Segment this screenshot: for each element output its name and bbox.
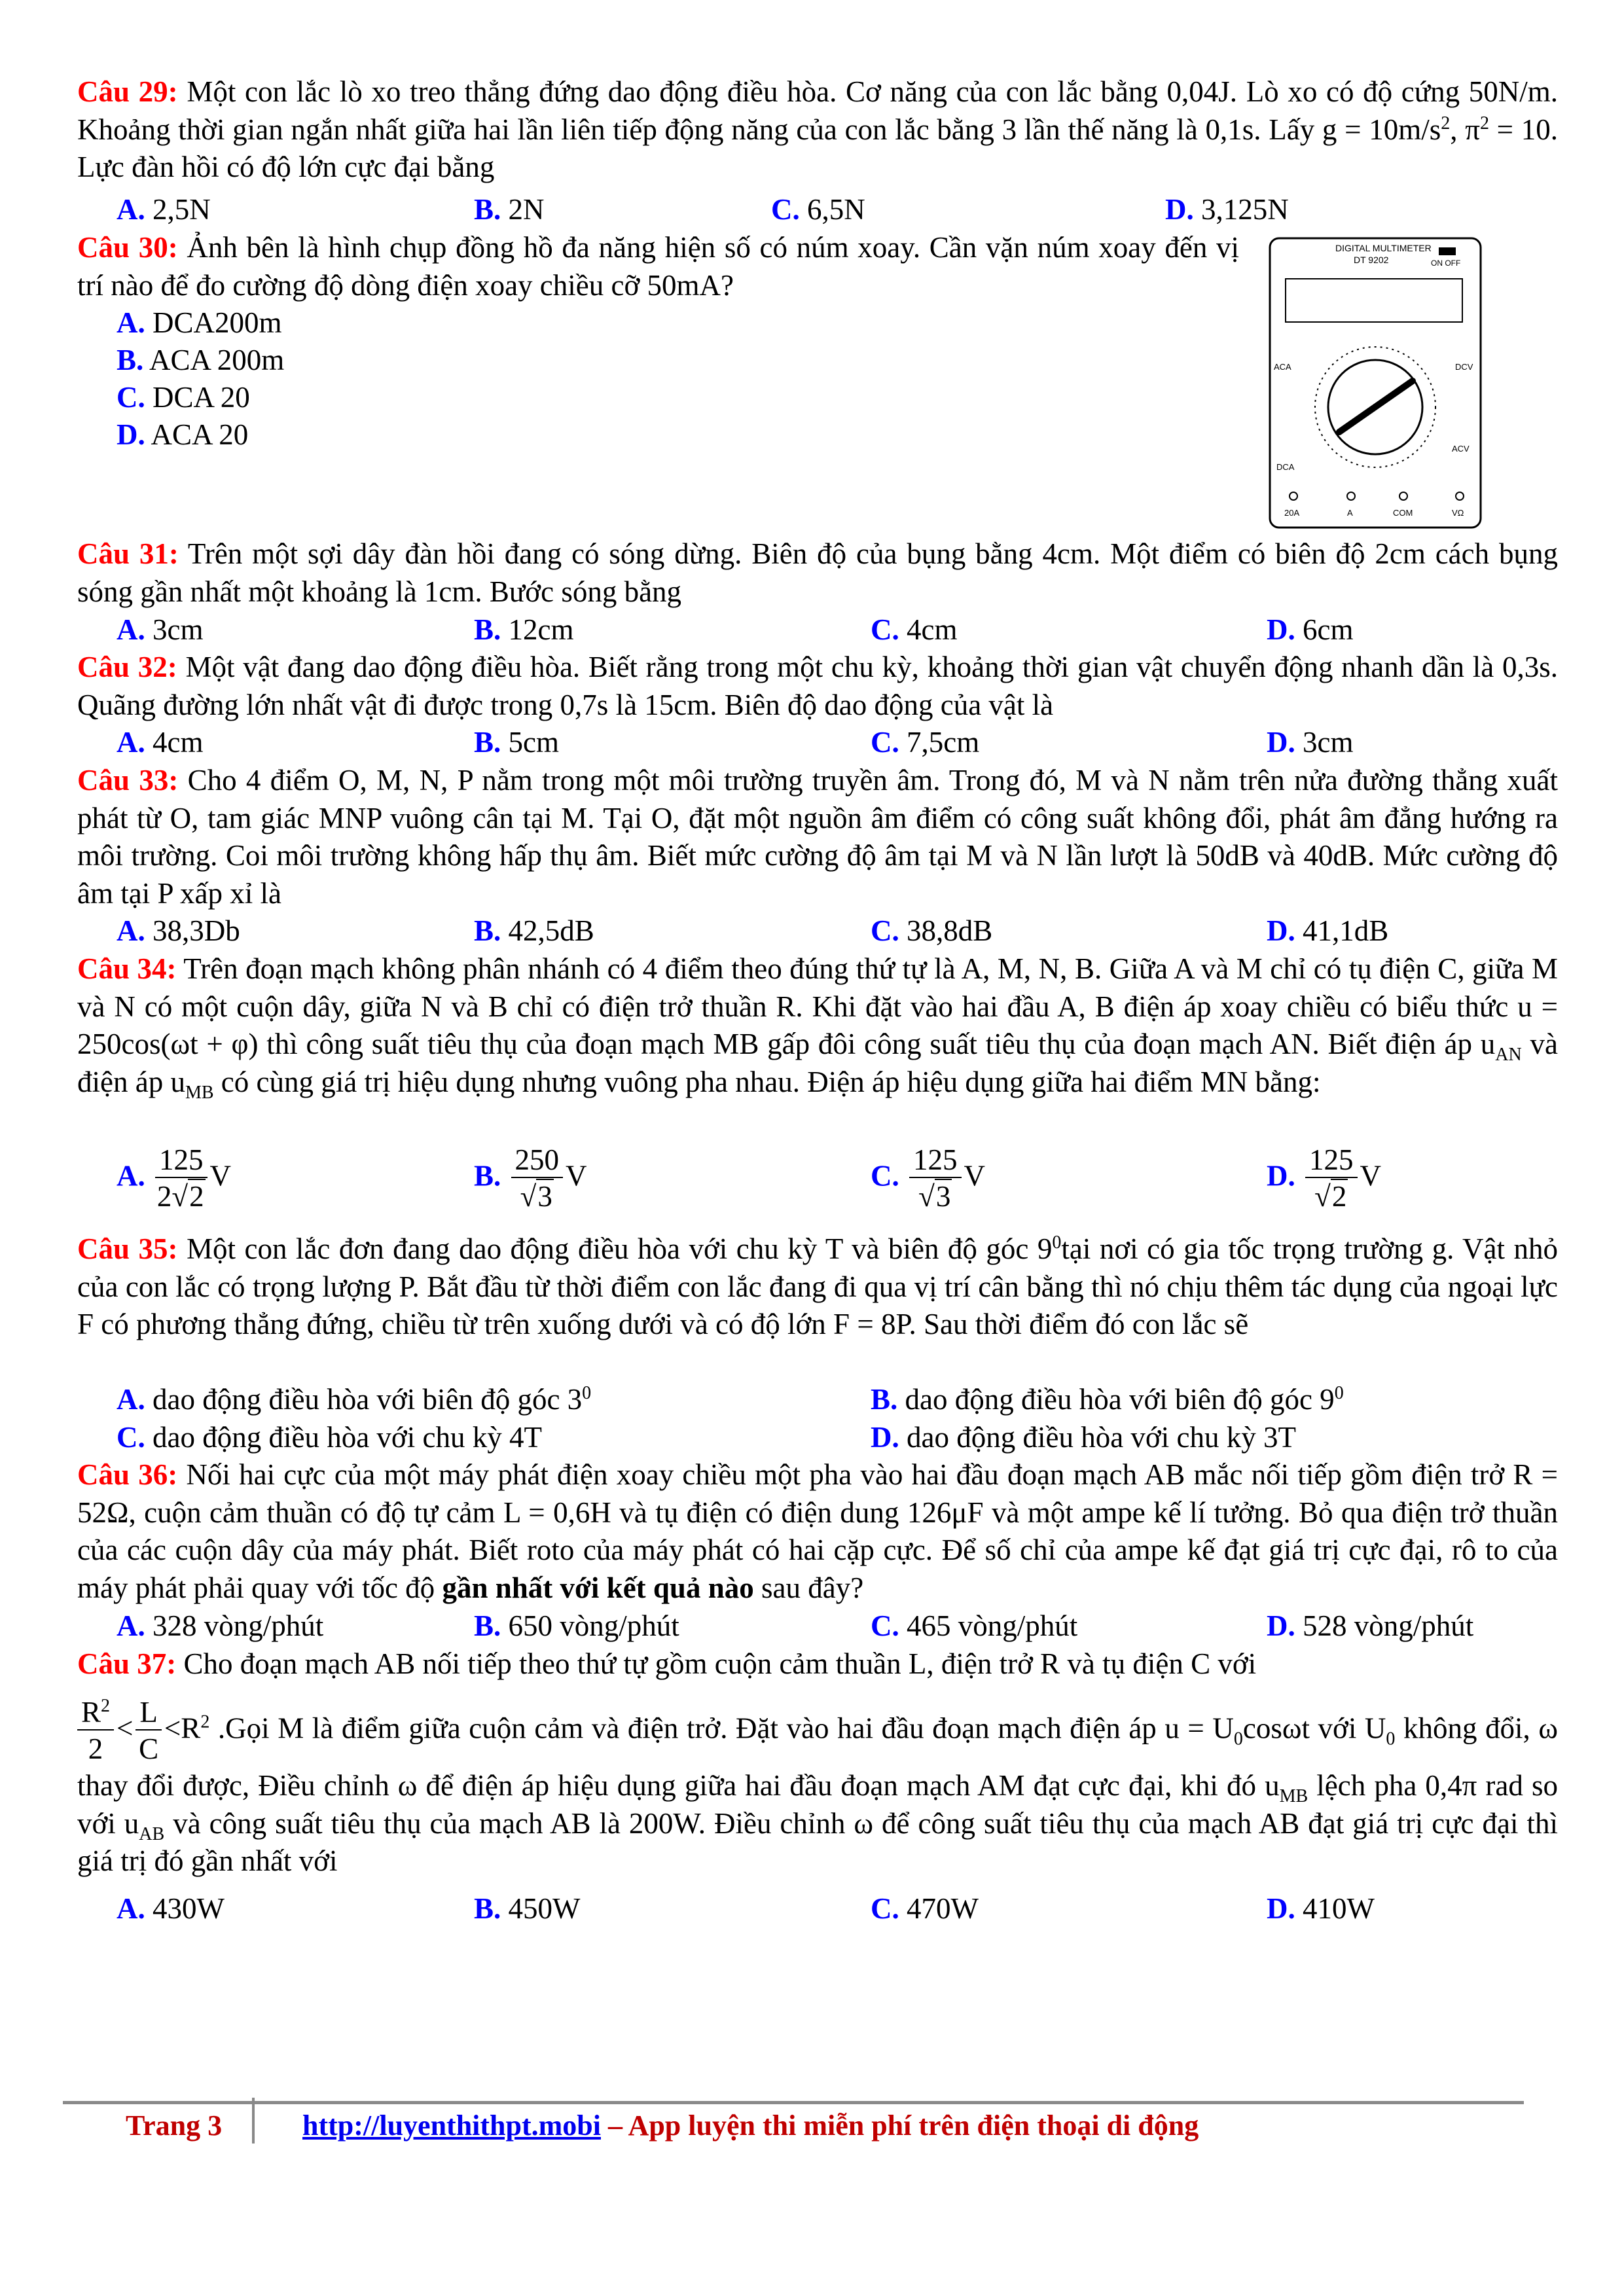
fraction: $\frac{250}{√3}$ <box>511 1143 564 1215</box>
jack-label: A <box>1347 508 1353 518</box>
fraction: $\frac{125}{2√2}$ <box>155 1143 208 1215</box>
option-b[interactable] <box>117 342 284 380</box>
question-34 <box>77 950 1558 1101</box>
option-text: ACA 20 <box>145 418 249 451</box>
option-letter: A. <box>117 306 145 339</box>
option-b[interactable] <box>474 724 559 762</box>
option-text: 4cm <box>899 613 958 646</box>
page-number: Trang 3 <box>126 2109 223 2142</box>
question-text: Cho đoạn mạch AB nối tiếp theo thứ tự gồm cuộn cảm thuần L, điện trở R và tụ điện C với <box>176 1647 1257 1680</box>
question-text: cosωt với U <box>1242 1712 1386 1745</box>
option-d[interactable] <box>1165 191 1289 229</box>
option-letter: D. <box>1165 193 1194 226</box>
superscript: 2 <box>1479 113 1489 134</box>
option-text: ACA 200m <box>143 344 285 376</box>
question-text: không đổi, ω thay đổi được, Điều chỉnh ω để điện áp hiệu dụng giữa hai đầu đoạn mạch AM đạt cực đại, khi đó u <box>77 1712 1558 1802</box>
jack-label: 20A <box>1284 508 1300 518</box>
option-text: dao động điều hòa với chu kỳ 4T <box>145 1421 542 1454</box>
option-b[interactable] <box>871 1381 1344 1419</box>
question-text: Một vật đang dao động điều hòa. Biết rằng trong một chu kỳ, khoảng thời gian vật chuyển động nhanh dần là 0,3s. Quãng đường lớn nhất vật đi được trong 0,7s là 15cm. Biên độ dao động của vật là <box>77 651 1558 721</box>
option-letter: D. <box>871 1421 899 1454</box>
fraction-numerator: 125 <box>909 1143 962 1178</box>
option-letter: A. <box>117 1892 145 1925</box>
option-text: 5cm <box>501 726 559 759</box>
option-letter: C. <box>871 726 899 759</box>
option-letter: C. <box>871 613 899 646</box>
onoff-label: ON OFF <box>1431 259 1461 268</box>
jack-label: COM <box>1393 508 1413 518</box>
option-letter: C. <box>117 381 145 414</box>
option-a[interactable] <box>117 304 282 342</box>
option-d[interactable] <box>117 416 248 454</box>
fraction: $\frac{125}{√3}$ <box>909 1143 962 1215</box>
option-text: 528 vòng/phút <box>1295 1609 1474 1642</box>
option-text: DCA200m <box>145 306 282 339</box>
option-c[interactable] <box>117 379 250 417</box>
option-letter: C. <box>771 193 800 226</box>
question-text: = 10. Lực đàn hồi có độ lớn cực đại bằng <box>77 113 1558 183</box>
superscript: 2 <box>1441 113 1451 134</box>
option-b[interactable] <box>474 912 594 950</box>
option-letter: B. <box>474 1892 501 1925</box>
option-text: 6,5N <box>799 193 865 226</box>
option-a[interactable] <box>117 724 203 762</box>
footer-tagline: – App luyện thi miễn phí trên điện thoại di động <box>600 2109 1199 2142</box>
question-29 <box>77 73 1558 187</box>
option-a[interactable] <box>117 611 203 649</box>
question-label: Câu 32: <box>77 651 177 683</box>
question-label: Câu 37: <box>77 1647 177 1680</box>
fraction-numerator: 125 <box>155 1143 208 1178</box>
option-letter: B. <box>474 914 501 947</box>
fraction-numerator: 125 <box>1305 1143 1358 1178</box>
option-letter: B. <box>474 1159 501 1193</box>
option-b[interactable] <box>474 611 574 649</box>
subscript: AN <box>1495 1045 1522 1065</box>
option-c[interactable] <box>771 191 865 229</box>
option-text: 450W <box>501 1892 581 1925</box>
fraction-coefficient: 2 <box>156 1180 172 1213</box>
question-text: lệch pha 0,4π rad so với u <box>77 1769 1558 1840</box>
option-a[interactable] <box>117 1381 591 1419</box>
option-text: dao động điều hòa với biên độ góc 9 <box>897 1383 1335 1416</box>
question-31 <box>77 535 1558 611</box>
option-text: 7,5cm <box>899 726 980 759</box>
question-text: và điện áp u <box>77 1028 1558 1098</box>
subscript: 0 <box>1386 1729 1396 1749</box>
option-letter: A. <box>117 193 145 226</box>
option-letter: A. <box>117 613 145 646</box>
question-text: và công suất tiêu thụ của mạch AB là 200W. Điều chỉnh ω để công suất tiêu thụ của mạch AB đạt giá trị cực đại thì giá trị đó gần nhất với <box>77 1806 1558 1877</box>
option-text: 12cm <box>501 613 574 646</box>
multimeter-image <box>1267 236 1483 530</box>
option-text: 650 vòng/phút <box>501 1609 679 1642</box>
jack-label: VΩ <box>1452 508 1464 518</box>
question-30 <box>77 229 1239 304</box>
unit: V <box>1360 1159 1381 1193</box>
option-text: 2N <box>501 193 545 226</box>
option-letter: A. <box>117 1609 145 1642</box>
fraction-numerator: L <box>135 1695 162 1731</box>
option-letter: B. <box>474 613 501 646</box>
option-d[interactable] <box>1267 611 1353 649</box>
radicand: 3 <box>537 1180 552 1213</box>
option-letter: D. <box>1267 1892 1295 1925</box>
option-text: 38,8dB <box>899 914 993 947</box>
option-text: 328 vòng/phút <box>145 1609 324 1642</box>
option-text: 430W <box>145 1892 225 1925</box>
variable-r: R <box>181 1712 201 1745</box>
option-d[interactable] <box>1267 1607 1473 1645</box>
power-switch[interactable] <box>1439 247 1456 255</box>
question-text: Trên đoạn mạch không phân nhánh có 4 điểm theo đúng thứ tự là A, M, N, B. Giữa A và M chỉ có tụ điện C, giữa M và N có một cuộn dây, giữa N và B chỉ có điện trở thuần R. Khi đặt vào hai đầu A, B điện áp xoay chiều có biểu thức u = 250cos(ωt + φ) thì công suất tiêu thụ của đoạn mạch MB gấp đôi công suất tiêu thụ của đoạn mạch AN. Biết điện áp u <box>77 952 1559 1060</box>
option-text: 38,3Db <box>145 914 240 947</box>
option-text: 41,1dB <box>1295 914 1389 947</box>
question-text: Một con lắc đơn đang dao động điều hòa với chu kỳ T và biên độ góc 9 <box>177 1232 1053 1265</box>
superscript: 0 <box>1052 1232 1062 1253</box>
question-text: có cùng giá trị hiệu dụng nhưng vuông pha nhau. Điện áp hiệu dụng giữa hai điểm MN bằng: <box>213 1065 1321 1098</box>
question-text: Nối hai cực của một máy phát điện xoay chiều một pha vào hai đầu đoạn mạch AB mắc nối tiếp gồm điện trở R = 52Ω, cuộn cảm thuần có độ tự cảm L = 0,6H và tụ điện có điện dung 126μF và một ampe kế lí tưởng. Bỏ qua điện trở thuần của các cuộn dây của máy phát. Biết roto của máy phát có hai cặp cực. Để số chỉ của ampe kế đạt giá trị cực đại, rô to của máy phát phải quay với tốc độ <box>77 1458 1559 1604</box>
option-letter: C. <box>871 1159 899 1193</box>
option-letter: C. <box>117 1421 145 1454</box>
option-a[interactable] <box>117 1890 225 1928</box>
superscript: 2 <box>200 1712 210 1732</box>
option-a[interactable] <box>117 1607 323 1645</box>
option-letter: B. <box>474 1609 501 1642</box>
option-letter: A. <box>117 726 145 759</box>
subscript: 0 <box>1233 1729 1243 1749</box>
unit: V <box>566 1159 587 1193</box>
unit: V <box>209 1159 231 1193</box>
meter-model: DT 9202 <box>1354 255 1389 265</box>
option-letter: A. <box>117 1159 145 1193</box>
fraction: $\frac{125}{√2}$ <box>1305 1143 1358 1215</box>
option-text: 4cm <box>145 726 204 759</box>
option-text: 6cm <box>1295 613 1354 646</box>
option-d[interactable] <box>1267 1143 1381 1215</box>
option-d[interactable] <box>1267 1890 1375 1928</box>
superscript: 0 <box>582 1383 592 1403</box>
question-label: Câu 33: <box>77 764 179 797</box>
option-c[interactable] <box>871 1607 1077 1645</box>
subscript: MB <box>185 1082 214 1103</box>
question-37-line1 <box>77 1645 1558 1683</box>
radicand: 2 <box>189 1180 204 1213</box>
subscript: MB <box>1279 1786 1308 1806</box>
radicand: 2 <box>1331 1180 1347 1213</box>
option-a[interactable] <box>117 191 211 229</box>
question-label: Câu 35: <box>77 1232 178 1265</box>
option-letter: A. <box>117 1383 145 1416</box>
question-label: Câu 29: <box>77 75 178 108</box>
footer-divider <box>63 2101 1524 2104</box>
question-text: Cho 4 điểm O, M, N, P nằm trong một môi trường truyền âm. Trong đó, M và N nằm trên nửa đường thẳng xuất phát từ O, tam giác MNP vuông cân tại M. Tại O, đặt một nguồn âm điểm có công suất không đổi, phát âm đẳng hướng ra môi trường. Coi môi trường không hấp thụ âm. Biết mức cường độ âm tại M và N lần lượt là 50dB và 40dB. Mức cường độ âm tại P xấp xỉ là <box>77 764 1558 910</box>
option-letter: B. <box>117 344 144 376</box>
question-text: Trên một sợi dây đàn hồi đang có sóng dừng. Biên độ của bụng bằng 4cm. Một điểm có biên độ 2cm cách bụng sóng gần nhất một khoảng là 1cm. Bước sóng bằng <box>77 537 1558 608</box>
question-32 <box>77 649 1558 724</box>
question-33 <box>77 762 1558 912</box>
radicand: 3 <box>935 1180 951 1213</box>
lcd-display <box>1286 279 1462 322</box>
superscript: 0 <box>1334 1383 1344 1403</box>
option-text: 465 vòng/phút <box>899 1609 1078 1642</box>
dca-label: DCA <box>1276 462 1295 472</box>
option-letter: B. <box>871 1383 898 1416</box>
option-text: DCA 20 <box>145 381 250 414</box>
option-b[interactable] <box>474 1607 679 1645</box>
option-letter: B. <box>474 726 501 759</box>
acv-label: ACV <box>1452 444 1470 454</box>
dcv-label: DCV <box>1455 362 1473 372</box>
meter-title: DIGITAL MULTIMETER <box>1335 243 1432 253</box>
footer-text <box>302 2109 1199 2142</box>
option-letter: D. <box>1267 1609 1295 1642</box>
option-b[interactable] <box>474 1890 581 1928</box>
option-b[interactable] <box>474 191 545 229</box>
option-letter: D. <box>1267 613 1295 646</box>
option-c[interactable] <box>117 1419 542 1457</box>
option-letter: D. <box>1267 726 1295 759</box>
question-label: Câu 36: <box>77 1458 178 1491</box>
option-c[interactable] <box>871 912 992 950</box>
option-letter: D. <box>1267 1159 1295 1193</box>
option-letter: C. <box>871 914 899 947</box>
option-text: 2,5N <box>145 193 211 226</box>
inequality-fraction-2 <box>135 1695 162 1767</box>
question-label: Câu 31: <box>77 537 179 570</box>
option-letter: C. <box>871 1609 899 1642</box>
subscript: AB <box>139 1823 165 1844</box>
option-a[interactable] <box>117 1143 231 1215</box>
option-letter: C. <box>871 1892 899 1925</box>
question-text: Ảnh bên là hình chụp đồng hồ đa năng hiện số có núm xoay. Cần vặn núm xoay đến vị trí nào để đo cường độ dòng điện xoay chiều cỡ 50mA? <box>77 231 1240 302</box>
option-text: 3cm <box>145 613 204 646</box>
question-text: Một con lắc lò xo treo thẳng đứng dao động điều hòa. Cơ năng của con lắc bằng 0,04J. Lò xo có độ cứng 50N/m. Khoảng thời gian ngắn nhất giữa hai lần liên tiếp động năng của con lắc bằng 3 lần thế năng là 0,1s. Lấy g = 10m/s <box>77 75 1559 146</box>
option-text: 3cm <box>1295 726 1354 759</box>
fraction-denominator: C <box>139 1732 159 1765</box>
footer-link[interactable]: http://luyenthithpt.mobi <box>302 2109 601 2142</box>
question-35 <box>77 1230 1558 1344</box>
emphasis-text: gần nhất với kết quả nào <box>442 1571 754 1604</box>
fraction-numerator: R <box>81 1696 101 1729</box>
option-d[interactable] <box>1267 724 1353 762</box>
question-37-body <box>77 1695 1558 1880</box>
option-text: dao động điều hòa với chu kỳ 3T <box>899 1421 1296 1454</box>
question-label: Câu 34: <box>77 952 177 985</box>
option-c[interactable] <box>871 1890 979 1928</box>
option-text: dao động điều hòa với biên độ góc 3 <box>145 1383 583 1416</box>
fraction-numerator: 250 <box>511 1143 564 1178</box>
less-than-sign: < <box>117 1712 134 1745</box>
option-a[interactable] <box>117 912 240 950</box>
option-letter: A. <box>117 914 145 947</box>
unit: V <box>964 1159 985 1193</box>
option-letter: D. <box>1267 914 1295 947</box>
question-label: Câu 30: <box>77 231 178 264</box>
option-c[interactable] <box>871 1143 985 1215</box>
question-text: .Gọi M là điểm giữa cuộn cảm và điện trở. Đặt vào hai đầu đoạn mạch điện áp u = U <box>209 1712 1234 1745</box>
option-letter: B. <box>474 193 501 226</box>
option-c[interactable] <box>871 724 979 762</box>
option-text: 410W <box>1295 1892 1375 1925</box>
inequality-fraction-1 <box>77 1695 114 1767</box>
footer-separator <box>252 2098 255 2144</box>
less-than-sign: < <box>164 1712 181 1745</box>
question-text: tại nơi có gia tốc trọng trường g. Vật nhỏ của con lắc có trọng lượng P. Bắt đầu từ thời điểm con lắc đang đi qua vị trí cân bằng thì nó chịu thêm tác dụng của ngoại lực F có phương thẳng đứng, chiều từ trên xuống dưới và có độ lớn F = 8P. Sau thời điểm đó con lắc sẽ <box>77 1232 1558 1340</box>
question-text: , π <box>1450 113 1480 146</box>
option-d[interactable] <box>871 1419 1296 1457</box>
fraction-denominator: 2 <box>88 1732 103 1765</box>
aca-label: ACA <box>1274 362 1291 372</box>
option-d[interactable] <box>1267 912 1388 950</box>
option-letter: D. <box>117 418 145 451</box>
option-text: 42,5dB <box>501 914 594 947</box>
question-text: sau đây? <box>753 1571 864 1604</box>
option-text: 470W <box>899 1892 979 1925</box>
superscript: 2 <box>101 1696 111 1716</box>
question-36 <box>77 1456 1558 1607</box>
option-c[interactable] <box>871 611 957 649</box>
option-b[interactable] <box>474 1143 587 1215</box>
option-text: 3,125N <box>1193 193 1289 226</box>
